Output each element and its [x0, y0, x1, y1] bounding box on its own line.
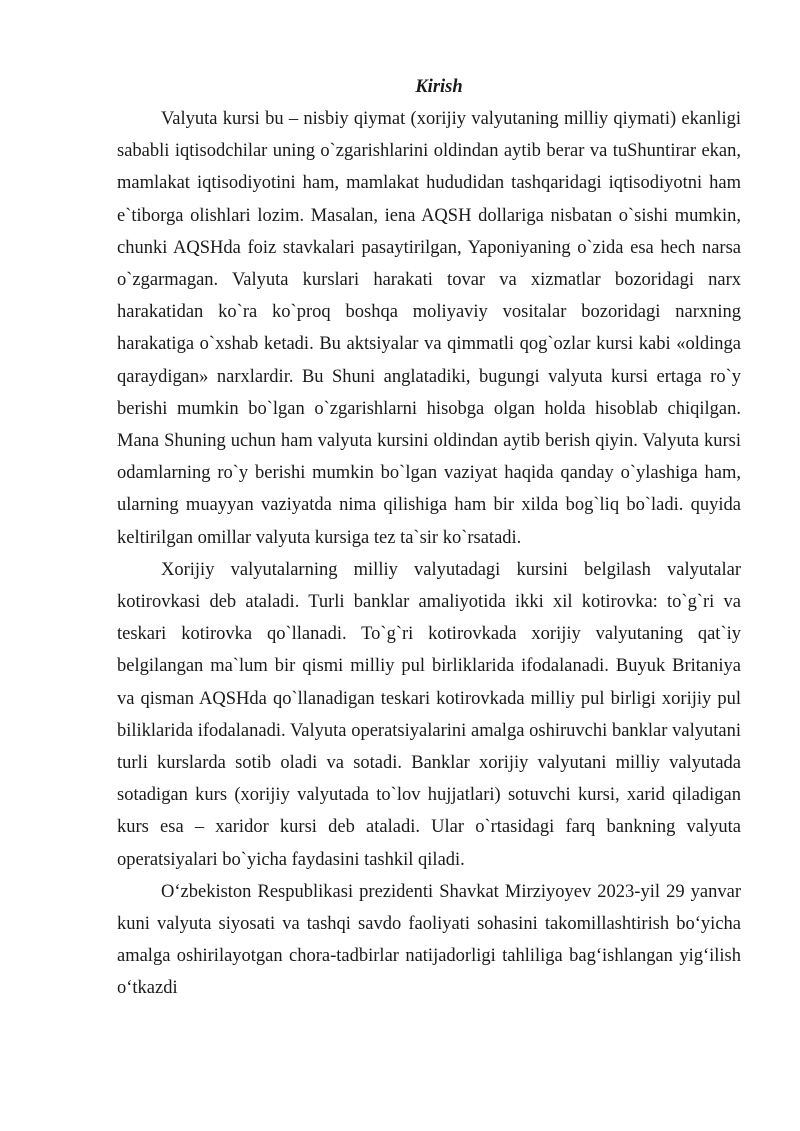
paragraph-2: Xorijiy valyutalarning milliy valyutadagi kursini belgilash valyutalar kotirovkasi deb ataladi. Turli banklar amaliyotida ikki xil kotirovka: to`g`ri va teskari kotirovka qo`llanadi. To`g`ri kotirovkada xorijiy valyutaning qat`iy belgilangan ma`lum bir qismi milliy pul birliklarida ifodalanadi. Buyuk Britaniya va qisman AQSHda qo`llanadigan teskari kotirovkada milliy pul birligi xorijiy pul biliklarida ifodalanadi. Valyuta operatsiyalarini amalga oshiruvchi banklar valyutani turli kurslarda sotib oladi va sotadi. Banklar xorijiy valyutani milliy valyutada sotadigan kurs (xorijiy valyutada to`lov hujjatlari) sotuvchi kursi, xarid qiladigan kurs esa – xaridor kursi deb ataladi. Ular o`rtasidagi farq bankning valyuta operatsiyalari bo`yicha faydasini tashkil qiladi.: [117, 559, 741, 870]
paragraph-3: O‘zbekiston Respublikasi prezidenti Shavkat Mirziyoyev 2023-yil 29 yanvar kuni valyuta siyosati va tashqi savdo faoliyati sohasini takomillashtirish bo‘yicha amalga oshirilayotgan chora-tadbirlar natijadorligi tahliliga bag‘ishlangan yig‘ilish o‘tkazdi: [117, 881, 741, 999]
document-page: [117, 71, 741, 1005]
document-title: Kirish: [415, 77, 463, 97]
paragraph-1: Valyuta kursi bu – nisbiy qiymat (xorijiy valyutaning milliy qiymati) ekanligi sababli iqtisodchilar uning o`zgarishlarini oldindan aytib berar va tuShuntirar ekan, mamlakat iqtisodiyotini ham, mamlakat hududidan tashqaridagi iqtisodiyotni ham e`tiborga olishlari lozim. Masalan, iena AQSH dollariga nisbatan o`sishi mumkin, chunki AQSHda foiz stavkalari pasaytirilgan, Yaponiyaning o`zida esa hech narsa o`zgarmagan. Valyuta kurslari harakati tovar va xizmatlar bozoridagi narx harakatidan ko`ra ko`proq boshqa moliyaviy vositalar bozoridagi narxning harakatiga o`xshab ketadi. Bu aktsiyalar va qimmatli qog`ozlar kursi kabi «oldinga qaraydigan» narxlardir. Bu Shuni anglatadiki, bugungi valyuta kursi ertaga ro`y berishi mumkin bo`lgan o`zgarishlarni hisobga olgan holda hisoblab chiqilgan. Mana Shuning uchun ham valyuta kursini oldindan aytib berish qiyin. Valyuta kursi odamlarning ro`y berishi mumkin bo`lgan vaziyat haqida qanday o`ylashiga ham, ularning muayyan vaziyatda nima qilishiga ham bir xilda bog`liq bo`ladi. quyida keltirilgan omillar valyuta kursiga tez ta`sir ko`rsatadi.: [117, 109, 741, 548]
